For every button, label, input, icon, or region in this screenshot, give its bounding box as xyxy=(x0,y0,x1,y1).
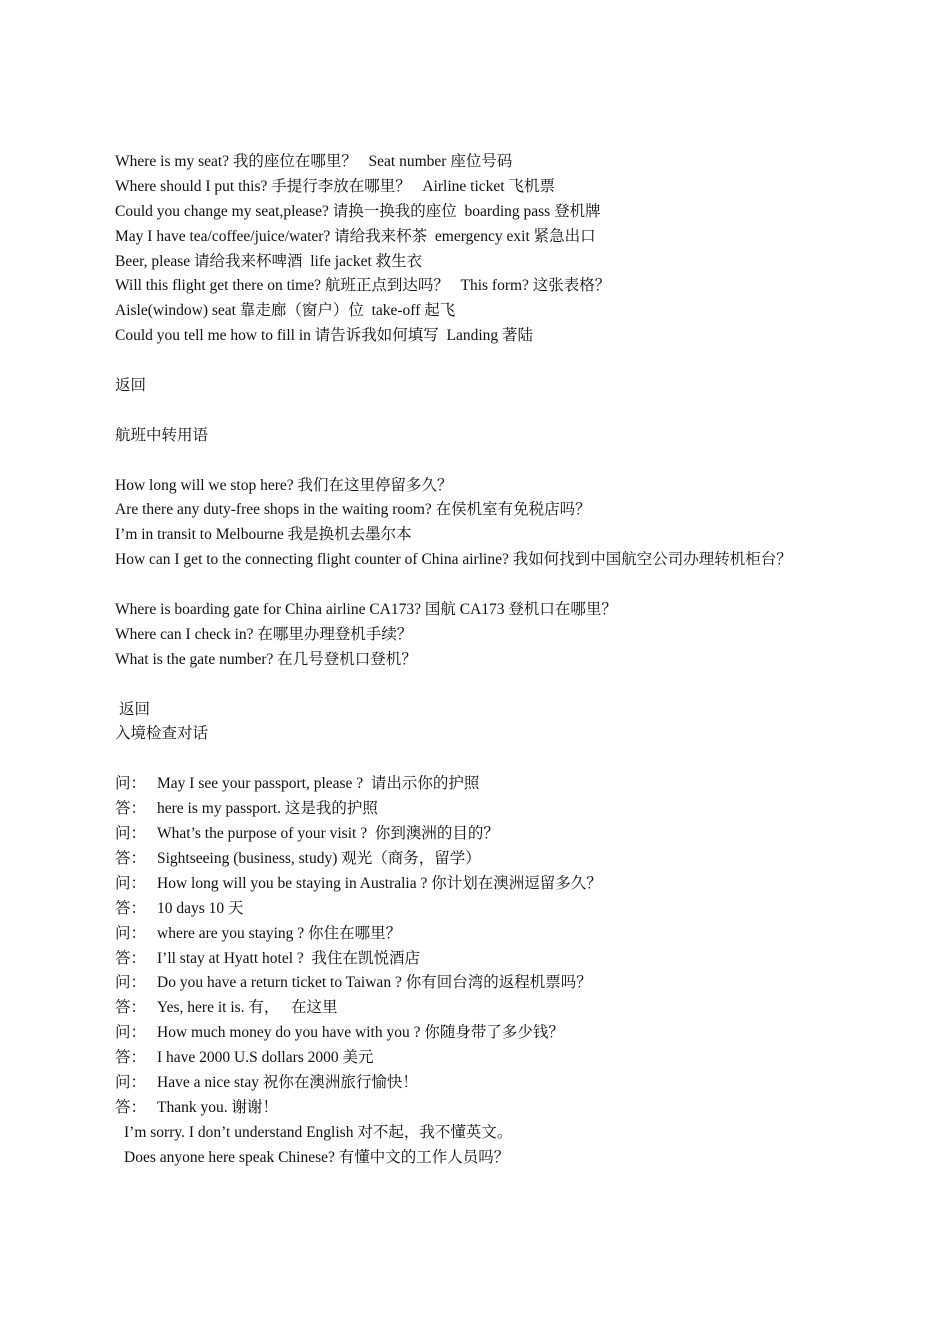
phrase-line: How can I get to the connecting flight counter of China airline? 我如何找到中国航空公司办理转机柜台？ xyxy=(115,551,792,569)
section-heading-transit: 航班中转用语 xyxy=(115,426,209,444)
speaker-tag: 问： xyxy=(115,775,147,793)
dialogue-text: How much money do you have with you ? 你随身带了多少钱？ xyxy=(157,1024,564,1042)
dialogue-line xyxy=(115,847,915,872)
closing-line: Does anyone here speak Chinese? 有懂中文的工作人员吗？ xyxy=(124,1148,510,1166)
dialogue-line xyxy=(115,822,915,847)
phrase-line: Are there any duty-free shops in the waiting room? 在侯机室有免税店吗？ xyxy=(115,501,591,519)
phrase-line: Could you tell me how to fill in 请告诉我如何填写 Landing 著陆 xyxy=(115,327,534,345)
dialogue-line xyxy=(115,971,915,996)
dialogue-text: 10 days 10 天 xyxy=(157,899,244,917)
dialogue-line xyxy=(115,947,915,972)
speaker-tag: 答： xyxy=(115,899,147,917)
dialogue-text: I have 2000 U.S dollars 2000 美元 xyxy=(157,1049,374,1067)
speaker-tag: 答： xyxy=(115,999,147,1017)
dialogue-line xyxy=(115,1096,915,1121)
dialogue-text: here is my passport. 这是我的护照 xyxy=(157,800,378,818)
dialogue-text: where are you staying ? 你住在哪里？ xyxy=(157,924,402,942)
boarding-phrases xyxy=(115,598,915,673)
speaker-tag: 问： xyxy=(115,825,147,843)
dialogue-text: May I see your passport, please ? 请出示你的护照 xyxy=(157,775,480,793)
dialogue-text: Do you have a return ticket to Taiwan ? 你有回台湾的返程机票吗？ xyxy=(157,974,592,992)
immigration-dialogue xyxy=(115,772,915,1120)
speaker-tag: 答： xyxy=(115,1098,147,1116)
phrase-line: What is the gate number? 在几号登机口登机？ xyxy=(115,650,417,668)
spacer xyxy=(115,673,915,698)
dialogue-text: Have a nice stay 祝你在澳洲旅行愉快！ xyxy=(157,1073,418,1091)
speaker-tag: 问： xyxy=(115,924,147,942)
dialogue-line xyxy=(115,922,915,947)
speaker-tag: 问： xyxy=(115,1073,147,1091)
phrase-line: Could you change my seat,please? 请换一换我的座位 boarding pass 登机牌 xyxy=(115,202,601,220)
speaker-tag: 答： xyxy=(115,949,147,967)
speaker-tag: 答： xyxy=(115,849,147,867)
back-link[interactable]: 返回 xyxy=(115,377,147,395)
spacer xyxy=(115,747,915,772)
phrase-line: Where is my seat? 我的座位在哪里？ Seat number 座位号码 xyxy=(115,153,513,170)
dialogue-line xyxy=(115,1071,915,1096)
speaker-tag: 答： xyxy=(115,800,147,818)
dialogue-line xyxy=(115,1046,915,1071)
spacer xyxy=(115,449,915,474)
phrase-line: Where should I put this? 手提行李放在哪里？ Airline ticket 飞机票 xyxy=(115,177,555,195)
dialogue-text: I’ll stay at Hyatt hotel ? 我住在凯悦酒店 xyxy=(157,949,421,967)
inflight-phrases xyxy=(115,150,915,349)
dialogue-line xyxy=(115,996,915,1021)
dialogue-line xyxy=(115,897,915,922)
speaker-tag: 答： xyxy=(115,1049,147,1067)
section-heading-immigration: 入境检查对话 xyxy=(115,725,209,743)
phrase-line: Where is boarding gate for China airline CA173? 国航 CA173 登机口在哪里？ xyxy=(115,601,617,619)
dialogue-text: Yes, here it is. 有， 在这里 xyxy=(157,999,338,1017)
speaker-tag: 问： xyxy=(115,1024,147,1042)
spacer xyxy=(115,349,915,374)
closing-line: I’m sorry. I don’t understand English 对不起，我不懂英文。 xyxy=(124,1123,513,1141)
dialogue-line xyxy=(115,797,915,822)
spacer xyxy=(115,399,915,424)
back-link[interactable]: 返回 xyxy=(119,700,151,718)
phrase-line: Where can I check in? 在哪里办理登机手续？ xyxy=(115,625,413,643)
dialogue-text: What’s the purpose of your visit ? 你到澳洲的目的？ xyxy=(157,825,499,843)
phrase-line: I’m in transit to Melbourne 我是换机去墨尔本 xyxy=(115,526,412,544)
speaker-tag: 问： xyxy=(115,974,147,992)
dialogue-line xyxy=(115,872,915,897)
spacer xyxy=(115,573,915,598)
phrase-line: How long will we stop here? 我们在这里停留多久？ xyxy=(115,476,453,494)
dialogue-line xyxy=(115,1021,915,1046)
dialogue-line xyxy=(115,772,915,797)
phrase-line: Will this flight get there on time? 航班正点到达吗？ This form? 这张表格？ xyxy=(115,277,611,295)
phrase-line: Beer, please 请给我来杯啤酒 life jacket 救生衣 xyxy=(115,252,423,270)
phrase-line: May I have tea/coffee/juice/water? 请给我来杯茶 emergency exit 紧急出口 xyxy=(115,227,596,245)
dialogue-text: Thank you. 谢谢！ xyxy=(157,1098,278,1116)
speaker-tag: 问： xyxy=(115,874,147,892)
transit-phrases xyxy=(115,474,915,574)
dialogue-text: Sightseeing (business, study) 观光（商务，留学） xyxy=(157,849,481,867)
phrase-line: Aisle(window) seat 靠走廊（窗户）位 take-off 起飞 xyxy=(115,302,456,320)
dialogue-text: How long will you be staying in Australia ? 你计划在澳洲逗留多久？ xyxy=(157,874,602,892)
document-page xyxy=(115,150,915,1171)
